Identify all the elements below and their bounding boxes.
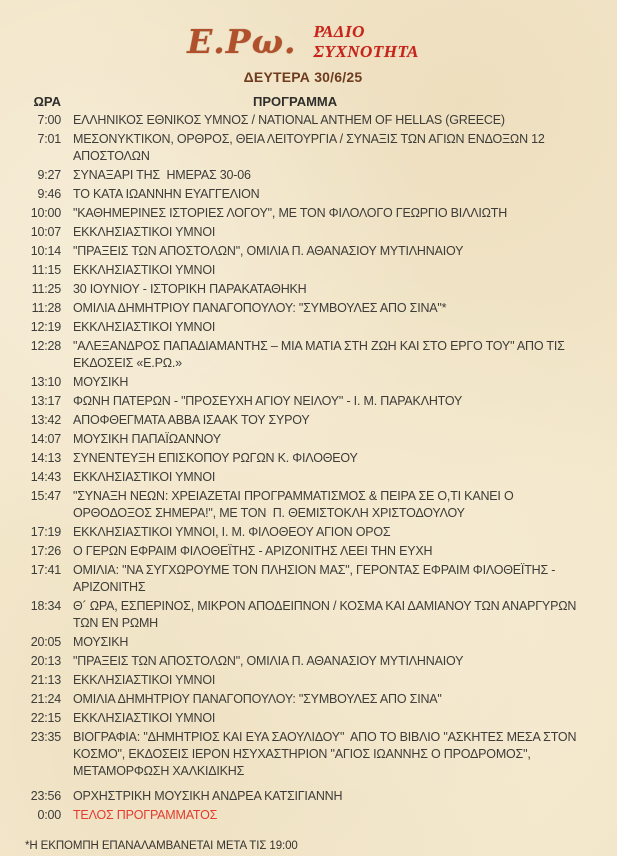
schedule-program-title: ΟΡΧΗΣΤΡΙΚΗ ΜΟΥΣΙΚΗ ΑΝΔΡΕΑ ΚΑΤΣΙΓΙΑΝΝΗ xyxy=(73,789,343,803)
table-row xyxy=(14,807,592,824)
table-row xyxy=(14,729,592,780)
schedule-time: 17:19 xyxy=(30,525,61,539)
schedule-time: 7:01 xyxy=(37,132,61,146)
station-header xyxy=(14,22,592,62)
schedule-program-title: ΕΛΛΗΝΙΚΟΣ ΕΘΝΙΚΟΣ ΥΜΝΟΣ / NATIONAL ANTHEM OF HELLAS (GREECE) xyxy=(73,113,505,127)
schedule-program-title: ΣΥΝΕΝΤΕΥΞΗ ΕΠΙΣΚΟΠΟΥ ΡΩΓΩΝ Κ. ΦΙΛΟΘΕΟΥ xyxy=(73,451,358,465)
table-row xyxy=(14,262,592,279)
station-name-line2: ΣΥΧΝΟΤΗΤΑ xyxy=(313,42,419,61)
schedule-program-title: "ΚΑΘΗΜΕΡΙΝΕΣ ΙΣΤΟΡΙΕΣ ΛΟΓΟΥ", ΜΕ ΤΟΝ ΦΙΛΟΛΟΓΟ ΓΕΩΡΓΙΟ ΒΙΛΛΙΩΤΗ xyxy=(73,206,508,220)
schedule-program-title: ΜΟΥΣΙΚΗ xyxy=(73,375,129,389)
table-row xyxy=(14,710,592,727)
date-heading: ΔΕΥΤΕΡΑ 30/6/25 xyxy=(243,69,363,85)
schedule-list xyxy=(14,112,592,824)
station-logo: Ε.Ρω. xyxy=(187,22,297,61)
schedule-program-title: ΟΜΙΛΙΑ ΔΗΜΗΤΡΙΟΥ ΠΑΝΑΓΟΠΟΥΛΟΥ: "ΣΥΜΒΟΥΛΕΣ ΑΠΟ ΣΙΝΑ" xyxy=(73,692,442,706)
schedule-program-title: ΕΚΚΛΗΣΙΑΣΤΙΚΟΙ ΥΜΝΟΙ xyxy=(73,711,216,725)
table-row xyxy=(14,338,592,372)
schedule-program-title: "ΠΡΑΞΕΙΣ ΤΩΝ ΑΠΟΣΤΟΛΩΝ", ΟΜΙΛΙΑ Π. ΑΘΑΝΑΣΙΟΥ ΜΥΤΙΛΗΝΑΙΟΥ xyxy=(73,244,464,258)
schedule-time: 10:14 xyxy=(30,244,61,258)
table-row xyxy=(14,543,592,560)
table-row xyxy=(14,186,592,203)
table-row xyxy=(14,524,592,541)
schedule-time: 11:15 xyxy=(31,263,61,277)
schedule-program-title: ΑΠΟΦΘΕΓΜΑΤΑ ΑΒΒΑ ΙΣΑΑΚ ΤΟΥ ΣΥΡΟΥ xyxy=(73,413,310,427)
schedule-time: 15:47 xyxy=(30,489,61,503)
schedule-time: 9:46 xyxy=(37,187,61,201)
table-row xyxy=(14,393,592,410)
table-row xyxy=(14,488,592,522)
schedule-time: 17:41 xyxy=(30,563,61,577)
schedule-program-title: ΕΚΚΛΗΣΙΑΣΤΙΚΟΙ ΥΜΝΟΙ xyxy=(73,320,216,334)
schedule-time: 20:13 xyxy=(30,654,61,668)
schedule-program-title: ΒΙΟΓΡΑΦΙΑ: "ΔΗΜΗΤΡΙΟΣ ΚΑΙ ΕΥΑ ΣΑΟΥΛΙΔΟΥ" ΑΠΟ ΤΟ ΒΙΒΛΙΟ "ΑΣΚΗΤΕΣ ΜΕΣΑ ΣΤΟΝ ΚΟΣΜΟ", ΕΚΔΟΣΕΙΣ ΙΕΡΟΝ ΗΣΥΧΑΣΤΗΡΙΟΝ "ΑΓΙΟΣ ΙΩΑΝΝΗΣ Ο ΠΡΟΔΡΟΜΟΣ", ΜΕΤΑΜΟΡΦΩΣΗ ΧΑΛΚΙΔΙΚΗΣ xyxy=(73,730,580,778)
table-row xyxy=(14,450,592,467)
schedule-program-title: ΕΚΚΛΗΣΙΑΣΤΙΚΟΙ ΥΜΝΟΙ, Ι. Μ. ΦΙΛΟΘΕΟΥ ΑΓΙΟΝ ΟΡΟΣ xyxy=(73,525,391,539)
schedule-program-title: ΜΕΣΟΝΥΚΤΙΚΟΝ, ΟΡΘΡΟΣ, ΘΕΙΑ ΛΕΙΤΟΥΡΓΙΑ / ΣΥΝΑΞΙΣ ΤΩΝ ΑΓΙΩΝ ΕΝΔΟΞΩΝ 12 ΑΠΟΣΤΟΛΩΝ xyxy=(73,132,548,163)
schedule-time: 0:00 xyxy=(37,808,61,822)
schedule-program-title: ΕΚΚΛΗΣΙΑΣΤΙΚΟΙ ΥΜΝΟΙ xyxy=(73,225,216,239)
table-row xyxy=(14,281,592,298)
schedule-program-title: Ο ΓΕΡΩΝ ΕΦΡΑΙΜ ΦΙΛΟΘΕΪΤΗΣ - ΑΡΙΖΟΝΙΤΗΣ ΛΕΕΙ ΤΗΝ ΕΥΧΗ xyxy=(73,544,433,558)
table-row xyxy=(14,431,592,448)
table-row xyxy=(14,598,592,632)
table-row xyxy=(14,634,592,651)
schedule-time: 9:27 xyxy=(37,168,61,182)
schedule-time: 7:00 xyxy=(37,113,61,127)
schedule-time: 13:42 xyxy=(30,413,61,427)
table-row xyxy=(14,653,592,670)
schedule-time: 20:05 xyxy=(30,635,61,649)
schedule-time: 10:00 xyxy=(30,206,61,220)
table-row xyxy=(14,788,592,805)
table-row xyxy=(14,205,592,222)
table-row xyxy=(14,672,592,689)
schedule-time: 22:15 xyxy=(30,711,61,725)
schedule-time: 17:26 xyxy=(30,544,61,558)
schedule-time: 21:24 xyxy=(30,692,61,706)
schedule-time: 14:43 xyxy=(30,470,61,484)
schedule-program-title: ΜΟΥΣΙΚΗ xyxy=(73,635,129,649)
schedule-program-title: ΟΜΙΛΙΑ: "ΝΑ ΣΥΓΧΩΡΟΥΜΕ ΤΟΝ ΠΛΗΣΙΟΝ ΜΑΣ", ΓΕΡΟΝΤΑΣ ΕΦΡΑΙΜ ΦΙΛΟΘΕΪΤΗΣ - ΑΡΙΖΟΝΙΤΗΣ xyxy=(73,563,558,594)
schedule-program-title: "ΠΡΑΞΕΙΣ ΤΩΝ ΑΠΟΣΤΟΛΩΝ", ΟΜΙΛΙΑ Π. ΑΘΑΝΑΣΙΟΥ ΜΥΤΙΛΗΝΑΙΟΥ xyxy=(73,654,464,668)
table-row xyxy=(14,112,592,129)
station-name xyxy=(314,22,419,62)
table-row xyxy=(14,412,592,429)
schedule-time: 14:13 xyxy=(30,451,61,465)
table-row xyxy=(14,319,592,336)
schedule-time: 21:13 xyxy=(30,673,61,687)
schedule-program-title: ΕΚΚΛΗΣΙΑΣΤΙΚΟΙ ΥΜΝΟΙ xyxy=(73,470,216,484)
schedule-program-title: ΟΜΙΛΙΑ ΔΗΜΗΤΡΙΟΥ ΠΑΝΑΓΟΠΟΥΛΟΥ: "ΣΥΜΒΟΥΛΕΣ ΑΠΟ ΣΙΝΑ"* xyxy=(73,301,447,315)
table-row xyxy=(14,691,592,708)
schedule-time: 18:34 xyxy=(30,599,61,613)
schedule-program-title: 30 ΙΟΥΝΙΟΥ - ΙΣΤΟΡΙΚΗ ΠΑΡΑΚΑΤΑΘΗΚΗ xyxy=(73,282,307,296)
schedule-program-title: ΤΟ ΚΑΤΑ ΙΩΑΝΝΗΝ ΕΥΑΓΓΕΛΙΟΝ xyxy=(73,187,260,201)
schedule-time: 13:17 xyxy=(30,394,61,408)
schedule-program-title: ΤΕΛΟΣ ΠΡΟΓΡΑΜΜΑΤΟΣ xyxy=(73,808,218,822)
table-row xyxy=(14,224,592,241)
table-row xyxy=(14,374,592,391)
schedule-program-title: "ΑΛΕΞΑΝΔΡΟΣ ΠΑΠΑΔΙΑΜΑΝΤΗΣ – ΜΙΑ ΜΑΤΙΑ ΣΤΗ ΖΩΗ ΚΑΙ ΣΤΟ ΕΡΓΟ ΤΟΥ" ΑΠΟ ΤΙΣ ΕΚΔΟΣΕΙΣ «Ε.ΡΩ.» xyxy=(73,339,568,370)
table-row xyxy=(14,243,592,260)
schedule-time: 11:25 xyxy=(31,282,61,296)
column-header-time: ΩΡΑ xyxy=(33,94,61,109)
schedule-time: 12:19 xyxy=(30,320,61,334)
footnote: *Η ΕΚΠΟΜΠΗ ΕΠΑΝΑΛΑΜΒΑΝΕΤΑΙ ΜΕΤΑ ΤΙΣ 19:00 xyxy=(25,840,298,852)
table-row xyxy=(14,562,592,596)
column-header-program: ΠΡΟΓΡΑΜΜΑ xyxy=(253,94,338,109)
schedule-program-title: ΕΚΚΛΗΣΙΑΣΤΙΚΟΙ ΥΜΝΟΙ xyxy=(73,263,216,277)
schedule-program-title: ΦΩΝΗ ΠΑΤΕΡΩΝ - "ΠΡΟΣΕΥΧΗ ΑΓΙΟΥ ΝΕΙΛΟΥ" - Ι. Μ. ΠΑΡΑΚΛΗΤΟΥ xyxy=(73,394,463,408)
table-row xyxy=(14,300,592,317)
schedule-time: 10:07 xyxy=(30,225,61,239)
schedule-program-title: Θ´ ΩΡΑ, ΕΣΠΕΡΙΝΟΣ, ΜΙΚΡΟΝ ΑΠΟΔΕΙΠΝΟΝ / ΚΟΣΜΑ ΚΑΙ ΔΑΜΙΑΝΟΥ ΤΩΝ ΑΝΑΡΓΥΡΩΝ ΤΩΝ ΕΝ ΡΩΜΗ xyxy=(73,599,580,630)
table-row xyxy=(14,131,592,165)
schedule-time: 11:28 xyxy=(31,301,61,315)
schedule-program-title: ΣΥΝΑΞΑΡΙ ΤΗΣ ΗΜΕΡΑΣ 30-06 xyxy=(73,168,251,182)
schedule-time: 23:56 xyxy=(30,789,61,803)
schedule-time: 14:07 xyxy=(30,432,61,446)
schedule-time: 23:35 xyxy=(30,730,61,744)
table-row xyxy=(14,469,592,486)
station-name-line1: ΡΑΔΙΟ xyxy=(313,22,365,41)
schedule-program-title: ΕΚΚΛΗΣΙΑΣΤΙΚΟΙ ΥΜΝΟΙ xyxy=(73,673,216,687)
schedule-time: 12:28 xyxy=(30,339,61,353)
table-row xyxy=(14,167,592,184)
schedule-program-title: "ΣΥΝΑΞΗ ΝΕΩΝ: ΧΡΕΙΑΖΕΤΑΙ ΠΡΟΓΡΑΜΜΑΤΙΣΜΟΣ & ΠΕΙΡΑ ΣΕ Ο,ΤΙ ΚΑΝΕΙ Ο ΟΡΘΟΔΟΞΟΣ ΣΗΜΕΡΑ!", ΜΕ ΤΟΝ Π. ΘΕΜΙΣΤΟΚΛΗ ΧΡΙΣΤΟΔΟΥΛΟΥ xyxy=(73,489,517,520)
schedule-time: 13:10 xyxy=(30,375,61,389)
schedule-program-title: ΜΟΥΣΙΚΗ ΠΑΠΑΪΩΑΝΝΟΥ xyxy=(73,432,221,446)
table-header xyxy=(14,94,592,109)
